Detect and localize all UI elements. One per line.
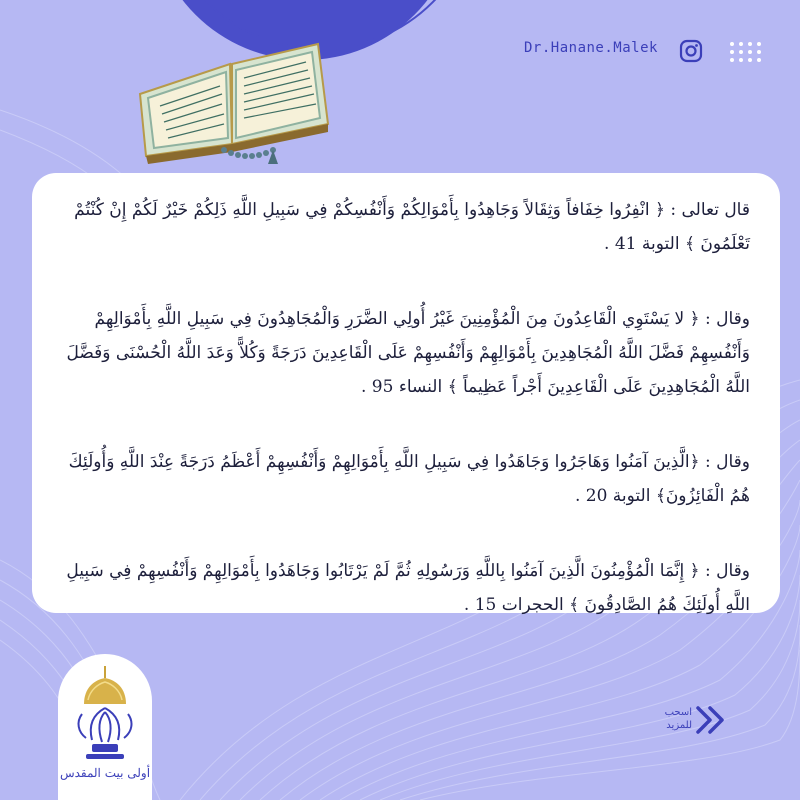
quran-book-icon	[132, 24, 332, 174]
verse-paragraph: وقال : ﴿ إِنَّمَا الْمُؤْمِنُونَ الَّذِينَ آمَنُوا بِاللَّهِ وَرَسُولِهِ ثُمَّ لَمْ يَرْتَابُوا وَجَاهَدُوا بِأَمْوَالِهِمْ وَأَنْفُسِهِمْ فِي سَبِيلِ اللَّهِ أُولَئِكَ هُمُ الصَّادِقُونَ ﴾ الحجرات 15 .	[66, 561, 750, 615]
author-handle[interactable]: Dr.Hanane.Malek	[524, 40, 658, 56]
verses-card	[32, 173, 780, 613]
double-chevron-right-icon[interactable]	[694, 704, 728, 736]
verse-paragraph: وقال : ﴿ لا يَسْتَوِي الْقَاعِدُونَ مِنَ الْمُؤْمِنِينَ غَيْرُ أُولِي الضَّرَرِ وَالْمُجَاهِدُونَ فِي سَبِيلِ اللَّهِ بِأَمْوَالِهِمْ وَأَنْفُسِهِمْ فَضَّلَ اللَّهُ الْمُجَاهِدِينَ بِأَمْوَالِهِمْ وَأَنْفُسِهِمْ عَلَى الْقَاعِدِينَ دَرَجَةً وَكُلاًّ وَعَدَ اللَّهُ الْحُسْنَى وَفَضَّلَ اللَّهُ الْمُجَاهِدِينَ عَلَى الْقَاعِدِينَ أَجْراً عَظِيماً ﴾ النساء 95 .	[66, 309, 750, 397]
verse-paragraph: وقال : ﴿الَّذِينَ آمَنُوا وَهَاجَرُوا وَجَاهَدُوا فِي سَبِيلِ اللَّهِ بِأَمْوَالِهِمْ وَأَنْفُسِهِمْ أَعْظَمُ دَرَجَةً عِنْدَ اللَّهِ وَأُولَئِكَ هُمُ الْفَائِزُونَ﴾ التوبة 20 .	[68, 452, 750, 506]
verses-text	[62, 193, 750, 663]
logo-caption: أولى بيت المقدس	[59, 766, 151, 780]
dome-logo-icon	[68, 664, 142, 764]
verse-paragraph: قال تعالى : ﴿ انْفِرُوا خِفَافاً وَثِقَالاً وَجَاهِدُوا بِأَمْوَالِكُمْ وَأَنْفُسِكُمْ فِي سَبِيلِ اللَّهِ ذَلِكُمْ خَيْرٌ لَكُمْ إِنْ كُنْتُمْ تَعْلَمُونَ ﴾ التوبة 41 .	[74, 200, 750, 254]
swipe-hint	[652, 706, 692, 732]
swipe-hint-line1: اسحب	[664, 707, 692, 718]
dots-grid-icon	[728, 40, 768, 64]
swipe-hint-line2: للمزيد	[666, 720, 692, 731]
brand-logo	[58, 654, 152, 800]
instagram-icon[interactable]	[679, 39, 703, 63]
